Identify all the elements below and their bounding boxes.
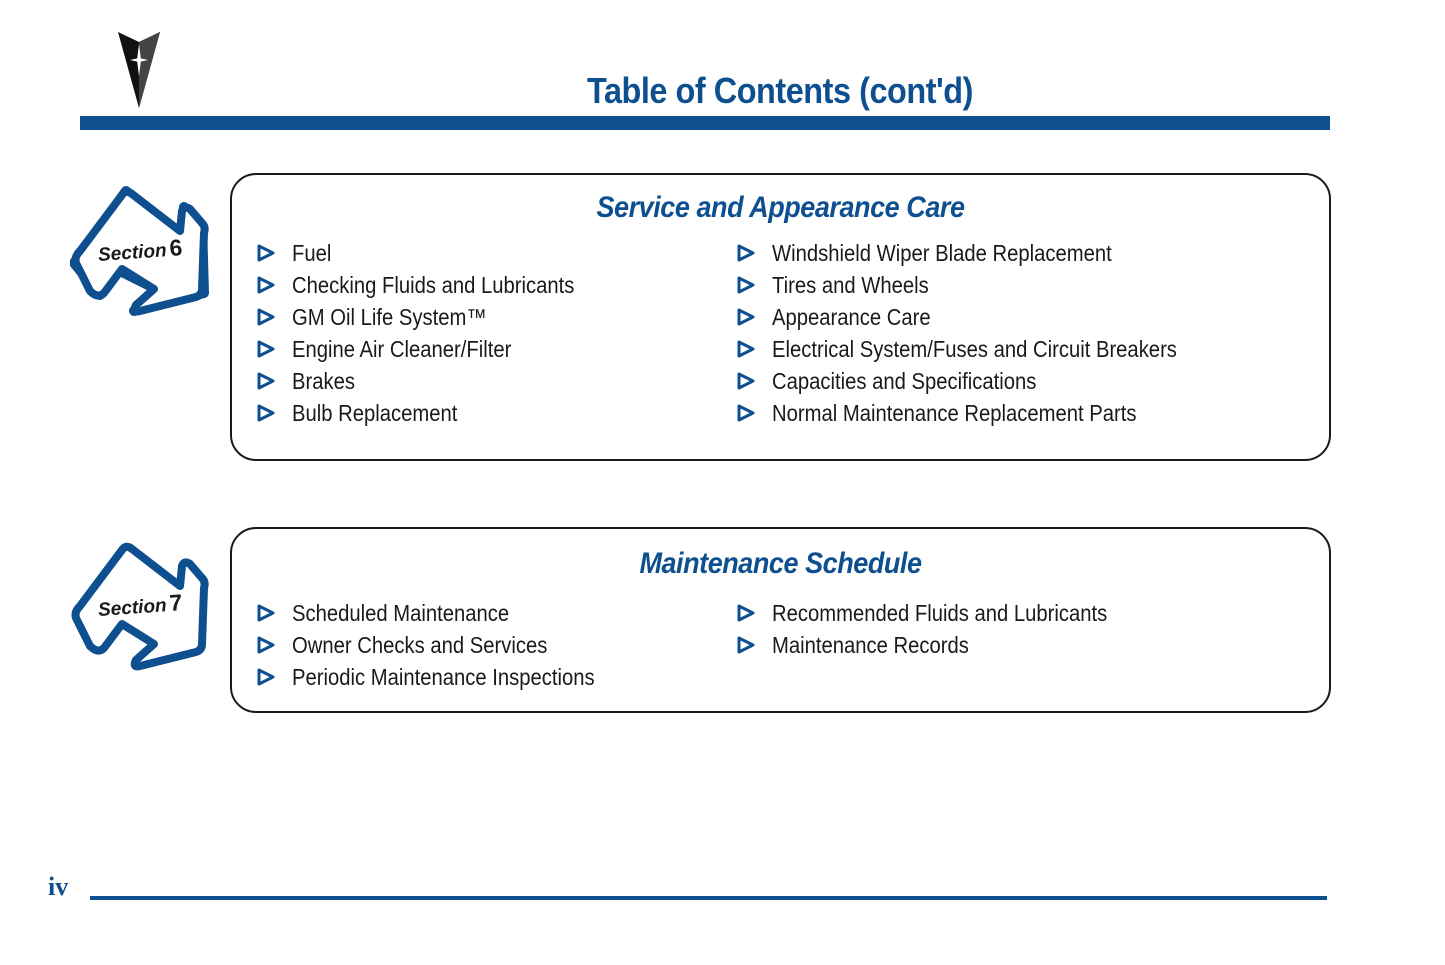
list-item[interactable]: Appearance Care [736,301,1232,333]
list-item[interactable]: Brakes [256,365,613,397]
list-item[interactable]: Fuel [256,237,613,269]
list-item[interactable]: Tires and Wheels [736,269,1232,301]
triangle-bullet-icon [256,603,276,623]
triangle-bullet-icon [256,371,276,391]
section-7-badge[interactable] [70,540,212,672]
triangle-bullet-icon [736,339,756,359]
section-7-panel [230,527,1331,713]
triangle-bullet-icon [256,339,276,359]
triangle-bullet-icon [256,667,276,687]
list-item[interactable]: GM Oil Life System™ [256,301,613,333]
section-label: Section7 [97,589,184,621]
page-title: Table of Contents (cont'd) [587,70,973,111]
section-title[interactable]: Service and Appearance Care [596,191,965,224]
triangle-bullet-icon [256,275,276,295]
page-number: iv [48,872,69,901]
right-topic-list [736,237,1232,429]
section-title[interactable]: Maintenance Schedule [639,547,922,580]
title-rule [80,116,1330,130]
right-topic-list [736,597,1153,661]
list-item[interactable]: Electrical System/Fuses and Circuit Breakers [736,333,1232,365]
list-item[interactable]: Normal Maintenance Replacement Parts [736,397,1232,429]
list-item[interactable]: Engine Air Cleaner/Filter [256,333,613,365]
list-item[interactable]: Checking Fluids and Lubricants [256,269,613,301]
left-topic-list [256,237,613,429]
triangle-bullet-icon [256,307,276,327]
section-6-badge[interactable] [70,185,212,317]
list-item[interactable]: Bulb Replacement [256,397,613,429]
triangle-bullet-icon [256,635,276,655]
list-item[interactable]: Maintenance Records [736,629,1153,661]
section-6-panel [230,173,1331,461]
list-item[interactable]: Windshield Wiper Blade Replacement [736,237,1232,269]
list-item[interactable]: Periodic Maintenance Inspections [256,661,636,693]
footer-rule [90,896,1327,900]
list-item[interactable]: Owner Checks and Services [256,629,636,661]
pontiac-arrowhead-logo-icon [116,30,162,110]
left-topic-list [256,597,636,693]
triangle-bullet-icon [736,307,756,327]
triangle-bullet-icon [256,243,276,263]
list-item[interactable]: Scheduled Maintenance [256,597,636,629]
triangle-bullet-icon [736,603,756,623]
triangle-bullet-icon [736,371,756,391]
triangle-bullet-icon [736,635,756,655]
triangle-bullet-icon [736,275,756,295]
triangle-bullet-icon [256,403,276,423]
list-item[interactable]: Capacities and Specifications [736,365,1232,397]
triangle-bullet-icon [736,243,756,263]
triangle-bullet-icon [736,403,756,423]
list-item[interactable]: Recommended Fluids and Lubricants [736,597,1153,629]
section-label: Section6 [97,234,184,266]
